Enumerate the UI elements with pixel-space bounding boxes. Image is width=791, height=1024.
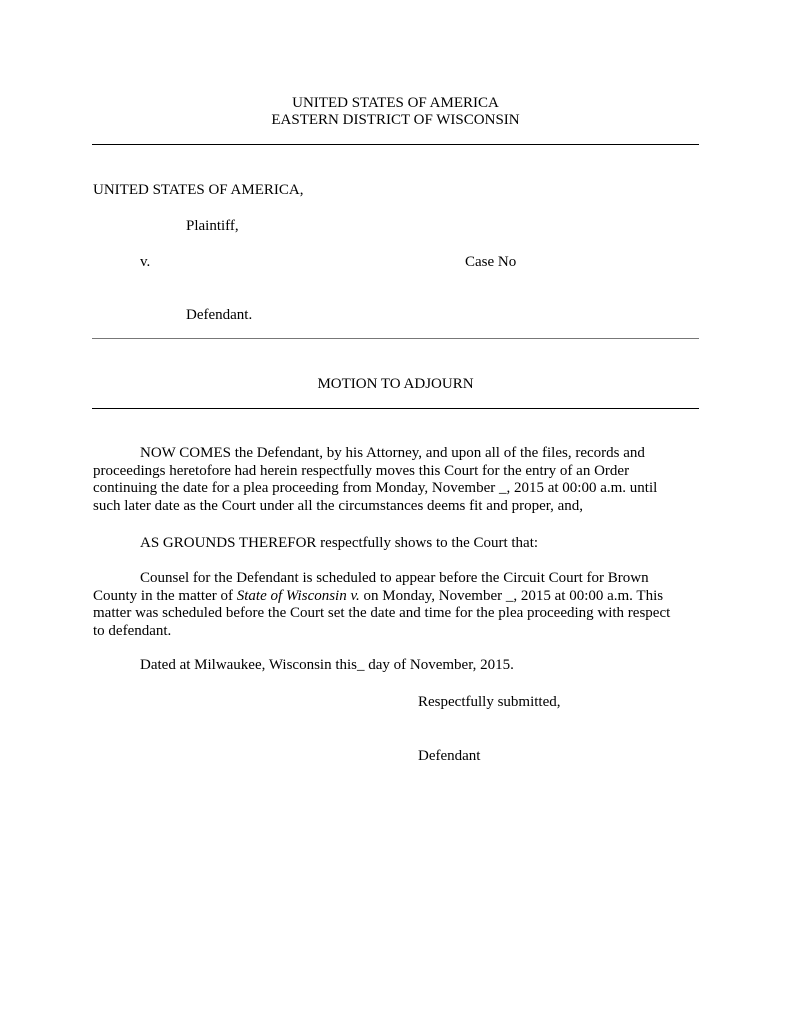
- title-divider: [92, 408, 699, 409]
- plaintiff-label: Plaintiff,: [186, 218, 239, 234]
- case-number-label: Case No: [465, 254, 517, 270]
- paragraph-line: Counsel for the Defendant is scheduled to appear before the Circuit Court for Brown: [140, 570, 649, 586]
- paragraph-line: AS GROUNDS THEREFOR respectfully shows to the Court that:: [140, 535, 539, 551]
- paragraph-line: NOW COMES the Defendant, by his Attorney, and upon all of the files, records and: [140, 445, 645, 461]
- header-divider: [92, 144, 699, 145]
- grounds-paragraph: [93, 535, 699, 553]
- paragraph-line: [93, 588, 699, 606]
- defendant-label: Defendant.: [186, 307, 253, 323]
- court-name-line1: UNITED STATES OF AMERICA: [292, 95, 499, 111]
- case-caption-italic: State of Wisconsin v.: [236, 587, 360, 604]
- document-title: MOTION TO ADJOURN: [317, 376, 474, 392]
- dated-paragraph: [93, 657, 699, 675]
- closing-text: Respectfully submitted,: [418, 694, 561, 710]
- paragraph-line: proceedings heretofore had herein respectfully moves this Court for the entry of an Order: [93, 462, 630, 479]
- versus-label: v.: [140, 254, 151, 270]
- paragraph-line: to defendant.: [93, 622, 172, 639]
- paragraph-text: on Monday, November _, 2015 at 00:00 a.m. This: [359, 587, 664, 604]
- paragraph-line: Dated at Milwaukee, Wisconsin this_ day of November, 2015.: [140, 657, 514, 673]
- paragraph-text: County in the matter of: [93, 587, 237, 604]
- caption-divider: [92, 338, 699, 339]
- paragraph-line: continuing the date for a plea proceeding from Monday, November _, 2015 at 00:00 a.m. until: [93, 480, 658, 497]
- motion-paragraph: [93, 445, 699, 515]
- plaintiff-name: UNITED STATES OF AMERICA,: [93, 182, 304, 198]
- signer-label: Defendant: [418, 748, 481, 764]
- court-name-line2: EASTERN DISTRICT OF WISCONSIN: [271, 112, 520, 128]
- grounds-detail-paragraph: [93, 570, 699, 640]
- paragraph-line: such later date as the Court under all the circumstances deems fit and proper, and,: [93, 497, 584, 514]
- paragraph-line: matter was scheduled before the Court set the date and time for the plea proceeding with respect: [93, 605, 671, 622]
